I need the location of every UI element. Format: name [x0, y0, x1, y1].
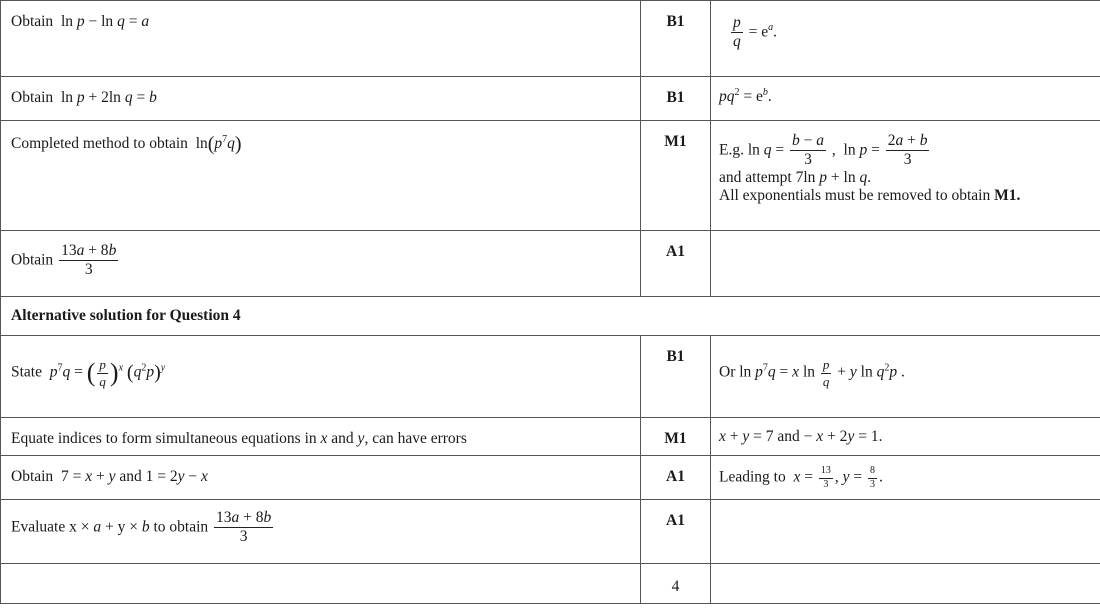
guidance-cell: [711, 564, 1100, 604]
answer-tail: can have errors: [372, 430, 467, 447]
answer-cell: Completed method to obtain $\ln(p^7q)$: [1, 121, 641, 231]
mark-cell: M1: [641, 418, 711, 456]
total-marks: 4: [641, 564, 711, 604]
answer-cell: Equate indices to form simultaneous equations in x and y, can have errors: [1, 418, 641, 456]
table-row: [1, 231, 1100, 297]
guidance-or: Or: [719, 363, 736, 381]
guidance-cell: [711, 231, 1100, 297]
table-row: [1, 564, 1100, 604]
table-row: [1, 1, 1100, 77]
guidance-cell: Leading to x = $\frac{13}{3}$ , y = $\frac{8}{3}$ .: [711, 456, 1100, 500]
mark-cell: A1: [641, 456, 711, 500]
table-row: [1, 456, 1100, 500]
mark-cell: B1: [641, 77, 711, 121]
guidance-line: and attempt 7ln: [719, 168, 816, 186]
mark-cell: M1: [641, 121, 711, 231]
guidance-line: All exponentials must be removed to obtain: [719, 186, 991, 204]
mark-cell: B1: [641, 336, 711, 418]
table-row: [1, 121, 1100, 231]
guidance-cell: $pq^2 = e^b$.: [711, 77, 1100, 121]
guidance-eg: E.g.: [719, 141, 744, 159]
guidance-cell: [711, 500, 1100, 564]
answer-and: and: [119, 468, 142, 485]
guidance-and: and: [777, 428, 800, 445]
mark-cell: A1: [641, 500, 711, 564]
table-row: [1, 500, 1100, 564]
answer-mid: to obtain: [153, 518, 209, 536]
answer-cell: Obtain $\frac{13a + 8b}{3}$: [1, 231, 641, 297]
answer-cell: Obtain ln p + 2ln q = b: [1, 77, 641, 121]
table-row: [1, 297, 1100, 336]
alternative-heading: Alternative solution for Question 4: [1, 297, 1100, 336]
answer-cell: State $p^7q$ = ( $\frac{p}{q}$ )$^x$ $(q^2p)^y$: [1, 336, 641, 418]
answer-label: Evaluate: [11, 518, 66, 536]
answer-cell: Obtain ln p − ln q = a: [1, 1, 641, 77]
mark-cell: A1: [641, 231, 711, 297]
answer-label: Obtain: [11, 13, 54, 30]
table-row: [1, 418, 1100, 456]
answer-cell: Evaluate x × a + y × b to obtain $\frac{13a + 8b}{3}$: [1, 500, 641, 564]
guidance-lead: Leading to: [719, 468, 786, 486]
guidance-m1: M1.: [994, 186, 1021, 204]
answer-cell: Obtain 7 = x + y and 1 = 2y − x: [1, 456, 641, 500]
answer-label: Completed method to obtain: [11, 135, 188, 153]
answer-label: Obtain: [11, 251, 54, 269]
answer-and: and: [331, 430, 354, 447]
answer-label: Obtain: [11, 468, 54, 485]
answer-label: Obtain: [11, 89, 54, 106]
guidance-cell: E.g. ln q = $\frac{b - a}{3}$ , ln p = $\frac{2a + b}{3}$ and attempt 7ln p + ln q. All exponentials must be removed to obtain M1.: [711, 121, 1100, 231]
table-row: [1, 77, 1100, 121]
answer-cell: [1, 564, 641, 604]
table-row: [1, 336, 1100, 418]
guidance-cell: $\frac{p}{q}$ = $e^a$.: [711, 1, 1100, 77]
answer-label: State: [11, 363, 42, 381]
answer-text: Equate indices to form simultaneous equations in: [11, 430, 317, 447]
guidance-cell: Or $\ln p^7q = x$ ln $\frac{p}{q}$ + y $\ln q^2p$ .: [711, 336, 1100, 418]
mark-cell: B1: [641, 1, 711, 77]
guidance-cell: x + y = 7 and − x + 2y = 1.: [711, 418, 1100, 456]
